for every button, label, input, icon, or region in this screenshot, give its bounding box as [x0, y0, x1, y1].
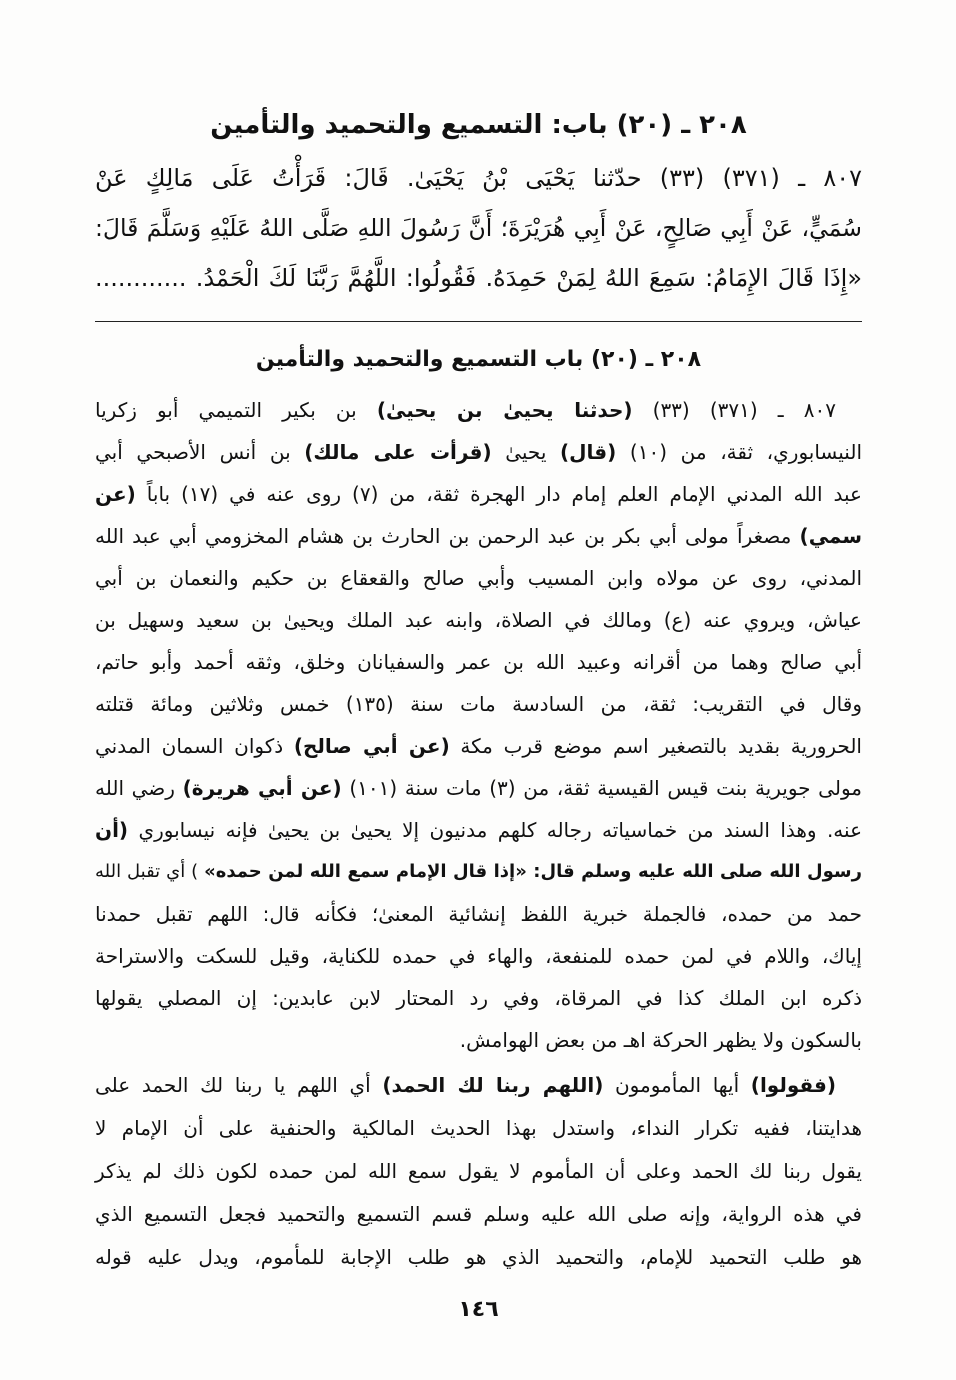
commentary-text: وقال في التقريب: ثقة، من السادسة مات سنة (١٣٥) خمس وثلاثين ومائة قتلته [95, 692, 862, 716]
commentary-text: مصغراً مولى أبي بكر بن عبد الرحمن بن الحارث بن هشام المخزومي أبي عبد الله [95, 524, 800, 548]
page-number: ١٤٦ [458, 1297, 499, 1322]
commentary-text: إياك، واللام في لمن حمده للمنفعة، والهاء في حمده للكناية، وقيل للسكت والاستراحة [95, 944, 862, 968]
commentary-line [95, 725, 862, 767]
commentary-text: بن بكير التميمي أبو زكريا [95, 398, 377, 422]
commentary-line [95, 389, 862, 431]
section-divider [95, 321, 862, 322]
hadith-line-text: سُمَيٍّ، عَنْ أَبِي صَالِحٍ، عَنْ أَبِي هُرَيْرَةَ؛ أَنَّ رَسُولَ اللهِ صَلَّى اللهُ عَلَيْهِ وَسَلَّمَ قَالَ: [95, 214, 862, 242]
commentary-text: الحرورية بقديد بالتصغير اسم موضع قرب مكة [449, 734, 862, 758]
hadith-chapter-title: ٢٠٨ ـ (٢٠) باب: التسميع والتحميد والتأمين [210, 110, 747, 140]
commentary-text: أيها المأمومون [603, 1073, 751, 1097]
hadith-line [95, 253, 862, 303]
commentary-line [95, 599, 862, 641]
commentary-text: النيسابوري، ثقة، من (١٠) [616, 440, 862, 464]
commentary-bold-text: (عن أبي صالح) [293, 734, 450, 758]
commentary-text: ذكره ابن الملك كذا في المرقاة، وفي رد المحتار لابن عابدين: إن المصلي يقولها [95, 986, 862, 1010]
commentary-bold-text: رسول الله صلى الله عليه وسلم قال: «إذا قال الإمام سمع الله لمن حمده» [204, 861, 862, 882]
commentary-line [95, 1236, 862, 1279]
commentary-text: في هذه الرواية، وإنه صلى الله عليه وسلم قسم التسميع والتحميد فجعل التسميع الذي [95, 1202, 862, 1226]
commentary-line [95, 1019, 862, 1061]
commentary-text: أي اللهم يا ربنا لك الحمد على [95, 1073, 383, 1097]
commentary-line [95, 977, 862, 1019]
commentary-line [95, 893, 862, 935]
commentary-bold-text: (قرأت على مالك) [304, 440, 492, 464]
commentary-bold-text: (أن [95, 818, 129, 842]
commentary-bold-text: (عن [95, 482, 136, 506]
commentary-line [95, 1150, 862, 1193]
hadith-line [95, 153, 862, 203]
commentary-text: أبي صالح وهما من أقرانه وعبيد الله بن عمر والسفيانان وخلق، وثقه أحمد وأبو حاتم، [95, 650, 862, 674]
hadith-line-text: «إِذَا قَالَ الإِمَامُ: سَمِعَ اللهُ لِمَنْ حَمِدَهُ. فَقُولُوا: اللَّهُمَّ رَبَّنَا لَكَ الْحَمْدُ. ............ [95, 264, 862, 292]
commentary-line [95, 641, 862, 683]
commentary-chapter-title: ٢٠٨ ـ (٢٠) باب التسميع والتحميد والتأمين [255, 347, 702, 372]
commentary-line [95, 473, 862, 515]
commentary-bold-text: (فقولوا) [750, 1073, 837, 1097]
commentary-text: بالسكون ولا يظهر الحركة اهـ من بعض الهوامش. [459, 1028, 862, 1052]
commentary-text: رضي الله [95, 776, 183, 800]
commentary-text: المدني، روى عن مولاه وابن المسيب وأبي صالح والقعقاع بن حكيم والنعمان بن أبي [95, 566, 862, 590]
commentary-line [95, 1193, 862, 1236]
commentary-text: هو طلب التحميد للإمام، والتحميد الذي هو طلب الإجابة للمأموم، ويدل عليه قوله [95, 1245, 862, 1269]
commentary-text: هدايتنا، ففيه تكرار النداء، واستدل بهذا الحديث المالكية والحنفية على أن الإمام لا [95, 1116, 862, 1140]
hadith-text [95, 153, 862, 303]
commentary-line [95, 935, 862, 977]
commentary-line [95, 767, 862, 809]
commentary-text: عنه. وهذا السند من خماسياته رجاله كلهم مدنيون إلا يحيىٰ بن يحيىٰ فإنه نيسابوري [128, 818, 862, 842]
commentary-text: مولى جويرية بنت قيس القيسية ثقة، من (٣) مات سنة (١٠١) [341, 776, 862, 800]
commentary-line [95, 431, 862, 473]
commentary-text: يحيىٰ [491, 440, 561, 464]
commentary-line [95, 1064, 862, 1107]
commentary-bold-text: (اللهم ربنا لك الحمد) [382, 1073, 604, 1097]
commentary-line [95, 683, 862, 725]
commentary-line [95, 1107, 862, 1150]
commentary-bold-text: (حدثنا يحيىٰ بن يحيىٰ) [376, 398, 633, 422]
commentary-bold-text: (قال) [560, 440, 617, 464]
commentary-text: يقول ربنا لك الحمد وعلى أن المأموم لا يقول سمع الله لمن حمده لكون ذلك لم يذكر [95, 1159, 862, 1183]
commentary-text: بن أنس الأصبحي أبي [95, 440, 305, 464]
commentary-text: حمد من حمده، فالجملة خبرية اللفظ إنشائية المعنىٰ؛ فكأنه قال: اللهم تقبل حمدنا [95, 902, 862, 926]
commentary-text: ) أي تقبل الله [95, 861, 205, 882]
commentary-text: ٨٠٧ ـ (٣٧١) (٣٣) [632, 398, 836, 422]
commentary-line [95, 515, 862, 557]
commentary-line [95, 809, 862, 851]
commentary-paragraph [95, 389, 862, 1061]
commentary-text: عياش، ويروي عنه (ع) ومالك في الصلاة، وابنه عبد الملك ويحيىٰ بن سعيد وسهيل بن [95, 608, 862, 632]
commentary-bold-text: (عن أبي هريرة) [182, 776, 342, 800]
hadith-line-text: ٨٠٧ ـ (٣٧١) (٣٣) حدّثنا يَحْيَى بْنُ يَحْيَىٰ. قَالَ: قَرَأْتُ عَلَى مَالِكٍ عَنْ [95, 164, 862, 192]
commentary-bold-text: سمي) [799, 524, 862, 548]
commentary-text: ذكوان السمان المدني [95, 734, 294, 758]
commentary-text: عبد الله المدني الإمام العلم إمام دار الهجرة ثقة، من (٧) روى عنه في (١٧) باباً [135, 482, 862, 506]
hadith-line [95, 203, 862, 253]
commentary-line [95, 557, 862, 599]
commentary-line [95, 851, 862, 893]
commentary-paragraph [95, 1064, 862, 1279]
